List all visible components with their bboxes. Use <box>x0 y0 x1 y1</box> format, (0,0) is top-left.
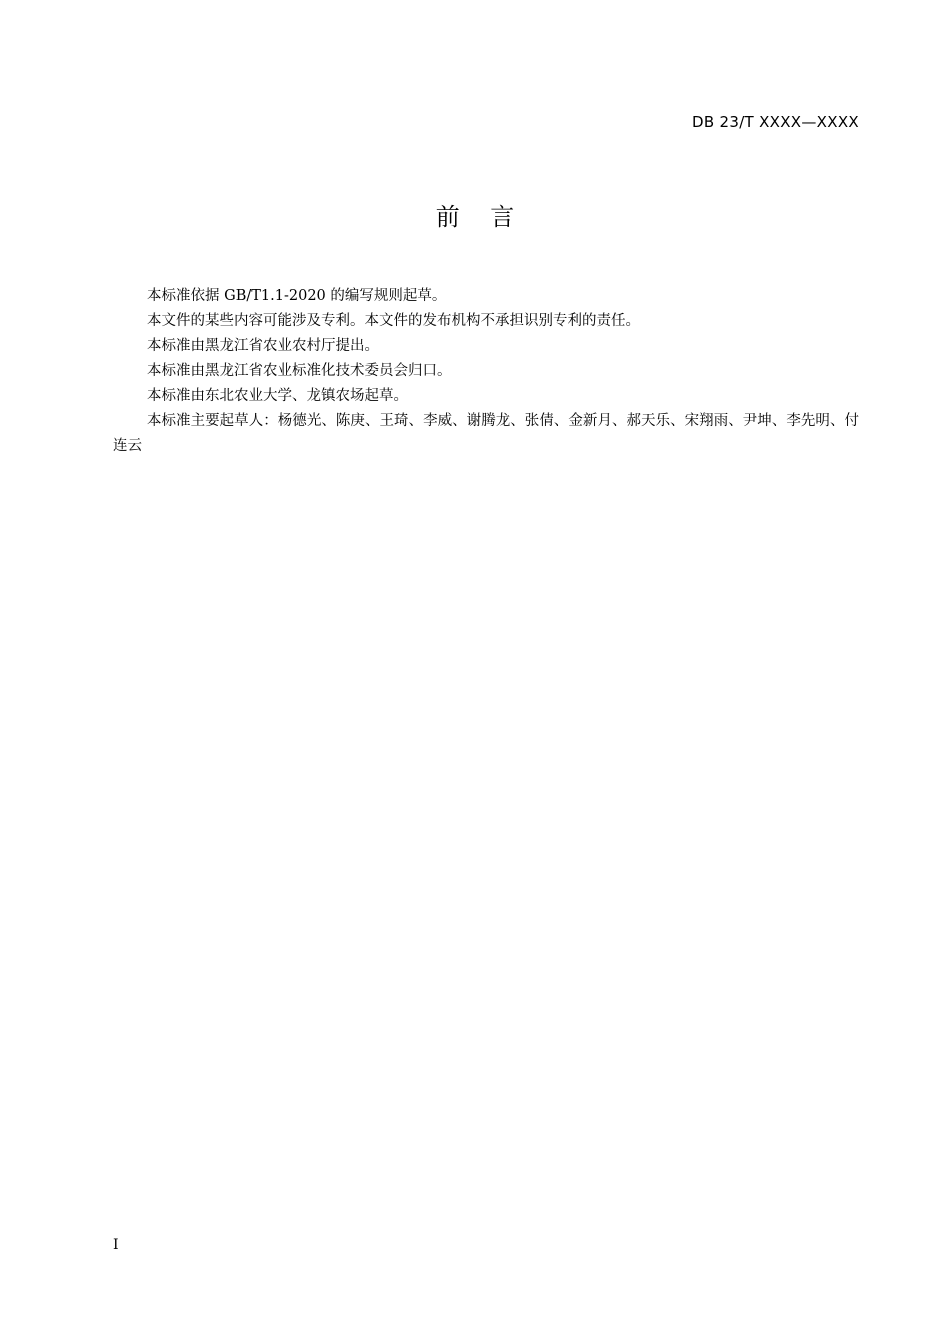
document-code: DB 23/T XXXX—XXXX <box>692 113 859 131</box>
paragraph-main-drafters: 本标准主要起草人：杨德光、陈庚、王琦、李威、谢腾龙、张倩、金新月、郝天乐、宋翔雨、尹坤、李先明、付连云 <box>113 413 859 454</box>
page-number: I <box>113 1237 119 1253</box>
foreword-body <box>113 284 859 459</box>
paragraph-drafting-rules: 本标准依据 GB/T1.1-2020 的编写规则起草。 <box>147 288 447 304</box>
paragraph-managed-by: 本标准由黑龙江省农业标准化技术委员会归口。 <box>147 363 452 379</box>
paragraph-patent-notice: 本文件的某些内容可能涉及专利。本文件的发布机构不承担识别专利的责任。 <box>147 313 640 329</box>
page-title: 前 言 <box>435 203 515 231</box>
paragraph-drafted-by: 本标准由东北农业大学、龙镇农场起草。 <box>147 388 408 404</box>
paragraph-proposed-by: 本标准由黑龙江省农业农村厅提出。 <box>147 338 379 354</box>
